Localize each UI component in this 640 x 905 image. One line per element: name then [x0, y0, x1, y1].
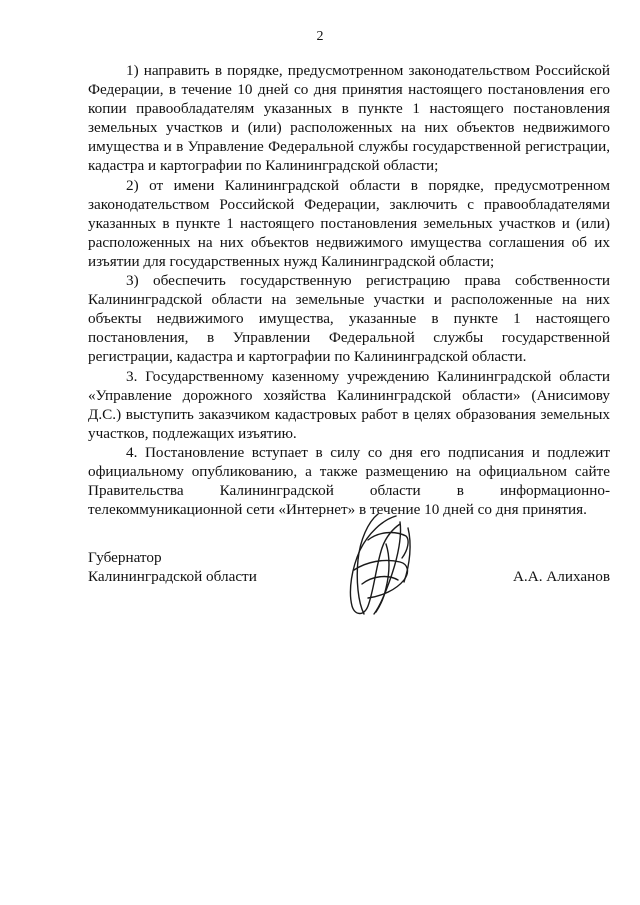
- paragraph-2: 2) от имени Калининградской области в порядке, предусмотренном законодательством Российской Федерации, заключить с правообладателями указанных в пункте 1 настоящего постановления земельных участков и (или) расположенных на них объектов недвижимого имущества соглашения об их изъятии для государственных нужд Калининградской области;: [88, 176, 610, 270]
- signatory-title: [88, 548, 257, 586]
- handwritten-signature: [338, 510, 418, 622]
- paragraph-3: 3) обеспечить государственную регистрацию права собственности Калининградской области на земельные участки и расположенные на них объекты недвижимого имущества, указанные в пункте 1 настоящего постановления, в Управлении Федеральной службы государственной регистрации, кадастра и картографии по Калининградской области.: [88, 272, 610, 366]
- paragraph-1: 1) направить в порядке, предусмотренном законодательством Российской Федерации, в течение 10 дней со дня принятия настоящего постановления его копии правообладателям указанных в пункте 1 настоящего постановления земельных участков и (или) расположенных на них объектов недвижимого имущества и в Управление Федеральной службы государственной регистрации, кадастра и картографии по Калининградской области;: [88, 62, 610, 175]
- signatory-title-line-2: Калининградской области: [88, 568, 257, 586]
- page-number: 2: [316, 29, 324, 44]
- paragraph-5: 4. Постановление вступает в силу со дня его подписания и подлежит официальному опубликованию, а также размещению на официальном сайте Правительства Калининградской области в информационно-телекоммуникационной сети «Интернет» в течение 10 дней со дня принятия.: [88, 443, 610, 519]
- signatory-name: А.А. Алиханов: [512, 568, 610, 585]
- signatory-title-line-1: Губернатор: [88, 549, 162, 566]
- document-body: [88, 61, 610, 519]
- paragraph-4: 3. Государственному казенному учреждению Калининградской области «Управление дорожного хозяйства Калининградской области» (Анисимову Д.С.) выступить заказчиком кадастровых работ в целях образования земельных участков, подлежащих изъятию.: [88, 367, 610, 442]
